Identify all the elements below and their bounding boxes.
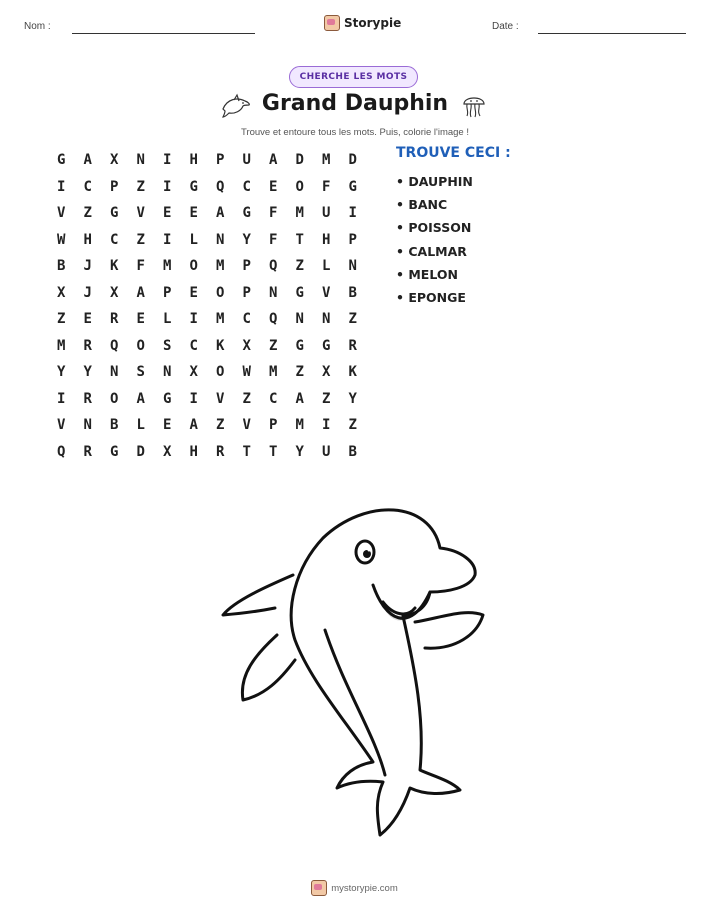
grid-cell[interactable]: Q	[57, 443, 66, 460]
grid-cell[interactable]: C	[189, 337, 198, 354]
grid-cell[interactable]: N	[216, 231, 225, 248]
grid-cell[interactable]: T	[295, 231, 304, 248]
grid-cell[interactable]: B	[348, 443, 357, 460]
instructions: Trouve et entoure tous les mots. Puis, colorie l'image !	[241, 127, 469, 138]
grid-cell[interactable]: Z	[348, 311, 357, 328]
page-title: Grand Dauphin	[261, 91, 449, 116]
grid-cell[interactable]: K	[348, 364, 357, 381]
grid-cell[interactable]: M	[269, 364, 278, 381]
grid-cell[interactable]: T	[269, 443, 278, 460]
grid-cell[interactable]: N	[269, 284, 278, 301]
grid-cell[interactable]: M	[57, 337, 66, 354]
storypie-logo-icon	[324, 15, 340, 31]
grid-cell[interactable]: A	[83, 152, 92, 169]
grid-cell[interactable]: N	[136, 152, 145, 169]
grid-cell[interactable]: K	[216, 337, 225, 354]
grid-cell[interactable]: Y	[83, 364, 92, 381]
grid-cell[interactable]: I	[163, 178, 172, 195]
grid-cell[interactable]: Y	[348, 390, 357, 407]
footer	[0, 880, 709, 896]
grid-cell[interactable]: X	[110, 284, 119, 301]
grid-cell[interactable]: S	[136, 364, 145, 381]
grid-cell[interactable]: G	[322, 337, 331, 354]
grid-cell[interactable]: C	[269, 390, 278, 407]
grid-cell[interactable]: R	[83, 337, 92, 354]
grid-cell[interactable]: Z	[83, 205, 92, 222]
grid-cell[interactable]: L	[322, 258, 331, 275]
grid-cell[interactable]: C	[242, 178, 251, 195]
grid-cell[interactable]: P	[163, 284, 172, 301]
grid-cell[interactable]: V	[136, 205, 145, 222]
grid-cell[interactable]: A	[216, 205, 225, 222]
grid-cell[interactable]: P	[269, 417, 278, 434]
grid-cell[interactable]: U	[322, 205, 331, 222]
grid-cell[interactable]: I	[348, 205, 357, 222]
brand	[324, 15, 401, 31]
grid-cell[interactable]: N	[295, 311, 304, 328]
grid-cell[interactable]: Z	[57, 311, 66, 328]
grid-cell[interactable]: C	[83, 178, 92, 195]
grid-cell[interactable]: X	[163, 443, 172, 460]
grid-cell[interactable]: Q	[110, 337, 119, 354]
grid-cell[interactable]: Y	[242, 231, 251, 248]
grid-cell[interactable]: E	[269, 178, 278, 195]
grid-cell[interactable]: P	[348, 231, 357, 248]
grid-cell[interactable]: Z	[348, 417, 357, 434]
jellyfish-icon	[460, 91, 488, 119]
grid-cell[interactable]: G	[295, 284, 304, 301]
name-line[interactable]	[72, 33, 255, 34]
grid-cell[interactable]: N	[110, 364, 119, 381]
grid-cell[interactable]: Z	[216, 417, 225, 434]
grid-cell[interactable]: O	[295, 178, 304, 195]
brand-name: Storypie	[344, 16, 402, 30]
grid-cell[interactable]: N	[322, 311, 331, 328]
activity-badge: CHERCHE LES MOTS	[289, 66, 418, 88]
grid-cell[interactable]: P	[242, 258, 251, 275]
grid-cell[interactable]: G	[189, 178, 198, 195]
grid-cell[interactable]: W	[57, 231, 66, 248]
grid-cell[interactable]: Z	[242, 390, 251, 407]
grid-cell[interactable]: C	[110, 231, 119, 248]
word-item: • POISSON	[396, 220, 472, 236]
grid-cell[interactable]: G	[242, 205, 251, 222]
grid-cell[interactable]: S	[163, 337, 172, 354]
grid-cell[interactable]: B	[348, 284, 357, 301]
grid-cell[interactable]: L	[136, 417, 145, 434]
storypie-logo-icon	[311, 880, 327, 896]
grid-cell[interactable]: A	[295, 390, 304, 407]
grid-cell[interactable]: H	[189, 443, 198, 460]
grid-cell[interactable]: G	[110, 205, 119, 222]
grid-cell[interactable]: R	[110, 311, 119, 328]
grid-cell[interactable]: H	[322, 231, 331, 248]
grid-cell[interactable]: R	[83, 443, 92, 460]
grid-cell[interactable]: F	[136, 258, 145, 275]
dolphin-coloring-illustration[interactable]	[215, 490, 495, 855]
grid-cell[interactable]: Z	[295, 258, 304, 275]
grid-cell[interactable]: Q	[216, 178, 225, 195]
grid-cell[interactable]: Z	[295, 364, 304, 381]
grid-cell[interactable]: A	[136, 284, 145, 301]
grid-cell[interactable]: G	[163, 390, 172, 407]
grid-cell[interactable]: I	[163, 152, 172, 169]
grid-cell[interactable]: U	[322, 443, 331, 460]
word-list-title: TROUVE CECI :	[396, 145, 511, 161]
name-label: Nom :	[24, 21, 51, 32]
grid-cell[interactable]: E	[83, 311, 92, 328]
grid-cell[interactable]: Y	[295, 443, 304, 460]
word-item: • MELON	[396, 266, 458, 282]
grid-cell[interactable]: E	[163, 205, 172, 222]
grid-cell[interactable]: A	[269, 152, 278, 169]
grid-cell[interactable]: Z	[269, 337, 278, 354]
grid-cell[interactable]: D	[348, 152, 357, 169]
grid-cell[interactable]: Z	[136, 231, 145, 248]
footer-url[interactable]: mystorypie.com	[331, 882, 398, 894]
grid-cell[interactable]: H	[189, 152, 198, 169]
grid-cell[interactable]: E	[189, 284, 198, 301]
grid-cell[interactable]: O	[216, 284, 225, 301]
word-list	[396, 170, 473, 309]
grid-cell[interactable]: V	[57, 205, 66, 222]
grid-cell[interactable]: U	[242, 152, 251, 169]
grid-cell[interactable]: Y	[57, 364, 66, 381]
grid-cell[interactable]: X	[242, 337, 251, 354]
grid-cell[interactable]: G	[57, 152, 66, 169]
grid-cell[interactable]: M	[216, 258, 225, 275]
grid-cell[interactable]: Z	[136, 178, 145, 195]
grid-cell[interactable]: O	[216, 364, 225, 381]
grid-cell[interactable]: V	[322, 284, 331, 301]
grid-cell[interactable]: E	[189, 205, 198, 222]
grid-cell[interactable]: G	[348, 178, 357, 195]
grid-cell[interactable]: M	[322, 152, 331, 169]
word-item: • EPONGE	[396, 289, 466, 305]
grid-cell[interactable]: P	[242, 284, 251, 301]
grid-cell[interactable]: I	[57, 390, 66, 407]
grid-cell[interactable]: L	[189, 231, 198, 248]
grid-cell[interactable]: P	[216, 152, 225, 169]
grid-cell[interactable]: M	[163, 258, 172, 275]
grid-cell[interactable]: R	[348, 337, 357, 354]
grid-cell[interactable]: C	[242, 311, 251, 328]
grid-cell[interactable]: M	[216, 311, 225, 328]
grid-cell[interactable]: K	[110, 258, 119, 275]
grid-cell[interactable]: A	[136, 390, 145, 407]
grid-cell[interactable]: Q	[269, 311, 278, 328]
grid-cell[interactable]: D	[295, 152, 304, 169]
grid-cell[interactable]: I	[57, 178, 66, 195]
grid-cell[interactable]: I	[163, 231, 172, 248]
grid-cell[interactable]: I	[322, 417, 331, 434]
word-item: • DAUPHIN	[396, 174, 473, 189]
word-item: • BANC	[396, 197, 448, 213]
grid-cell[interactable]: F	[322, 178, 331, 195]
grid-cell[interactable]: N	[83, 417, 92, 434]
grid-cell[interactable]: E	[163, 417, 172, 434]
grid-cell[interactable]: O	[136, 337, 145, 354]
grid-cell[interactable]: R	[216, 443, 225, 460]
grid-cell[interactable]: T	[242, 443, 251, 460]
grid-cell[interactable]: A	[189, 417, 198, 434]
grid-cell[interactable]: O	[189, 258, 198, 275]
grid-cell[interactable]: X	[189, 364, 198, 381]
grid-cell[interactable]: I	[189, 311, 198, 328]
grid-cell[interactable]: J	[83, 258, 92, 275]
grid-cell[interactable]: M	[295, 205, 304, 222]
grid-cell[interactable]: F	[269, 205, 278, 222]
grid-cell[interactable]: Q	[269, 258, 278, 275]
grid-cell[interactable]: N	[163, 364, 172, 381]
grid-cell[interactable]: J	[83, 284, 92, 301]
grid-cell[interactable]: F	[269, 231, 278, 248]
grid-cell[interactable]: N	[348, 258, 357, 275]
grid-cell[interactable]: Z	[322, 390, 331, 407]
grid-cell[interactable]: X	[110, 152, 119, 169]
grid-cell[interactable]: W	[242, 364, 251, 381]
grid-cell[interactable]: I	[189, 390, 198, 407]
grid-cell[interactable]: V	[57, 417, 66, 434]
word-search-grid[interactable]	[48, 147, 366, 465]
grid-cell[interactable]: V	[242, 417, 251, 434]
word-item: • CALMAR	[396, 243, 467, 259]
grid-cell[interactable]: B	[57, 258, 66, 275]
grid-cell[interactable]: G	[295, 337, 304, 354]
date-line[interactable]	[538, 33, 686, 34]
grid-cell[interactable]: X	[322, 364, 331, 381]
grid-cell[interactable]: L	[163, 311, 172, 328]
grid-cell[interactable]: R	[83, 390, 92, 407]
grid-cell[interactable]: M	[295, 417, 304, 434]
grid-cell[interactable]: X	[57, 284, 66, 301]
date-label: Date :	[492, 21, 519, 32]
grid-cell[interactable]: H	[83, 231, 92, 248]
grid-cell[interactable]: E	[136, 311, 145, 328]
grid-cell[interactable]: B	[110, 417, 119, 434]
grid-cell[interactable]: D	[136, 443, 145, 460]
grid-cell[interactable]: V	[216, 390, 225, 407]
grid-cell[interactable]: O	[110, 390, 119, 407]
grid-cell[interactable]: P	[110, 178, 119, 195]
grid-cell[interactable]: G	[110, 443, 119, 460]
